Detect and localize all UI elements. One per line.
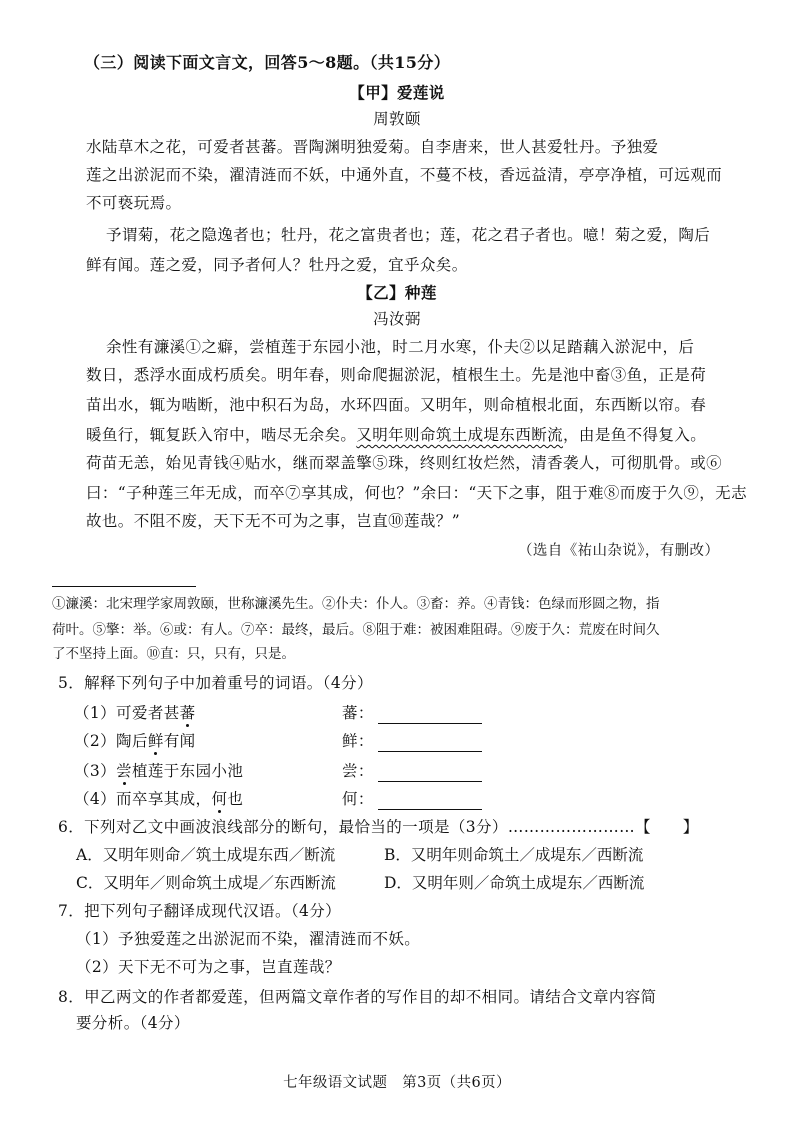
q5-answer-label: 蕃： (342, 704, 374, 722)
q5-answer-blank[interactable] (378, 735, 482, 752)
q5-item-text: （2）陶后 (74, 732, 148, 750)
text-b-line-part: 暖鱼行，辄复跃入帘中，啮尽无余矣。 (86, 426, 357, 444)
text-a-line: 水陆草木之花，可爱者甚蕃。晋陶渊明独爱菊。自李唐来，世人甚爱牡丹。予独爱 (86, 138, 659, 156)
q8-stem: 8．甲乙两文的作者都爱莲，但两篇文章作者的写作目的却不相同。请结合文章内容简 (58, 988, 657, 1006)
q5-answer-label: 尝： (342, 762, 374, 780)
q5-item-text: （4）而卒享其成， (74, 790, 212, 808)
emphasis-dot-char: 蕃 (179, 704, 196, 722)
q5-answer-blank[interactable] (378, 765, 482, 782)
emphasis-dot-char: 何 (211, 790, 228, 808)
q5-answer (342, 702, 482, 724)
q7-item: （2）天下无不可为之事，岂直莲哉？ (76, 958, 341, 976)
footnote-divider (52, 586, 196, 587)
q6-option-c[interactable]: C．又明年／则命筑土成堤／东西断流 (76, 874, 336, 892)
q5-answer-label: 何： (342, 790, 374, 808)
q5-item-text: （1）可爱者甚 (74, 704, 180, 722)
q6-option-a[interactable]: A．又明年则命／筑土成堤东西／断流 (76, 846, 336, 864)
text-b-line: 荷苗无恙，始见青钱④贴水，继而翠盖擎⑤珠，终则红妆烂然，清香袭人，可彻肌骨。或⑥ (86, 454, 723, 472)
q5-item-text: 也 (227, 790, 244, 808)
q7-stem: 7．把下列句子翻译成现代汉语。（4分） (58, 902, 342, 920)
q5-answer (342, 788, 482, 810)
q5-item-text: （3） (74, 762, 117, 780)
q8-stem: 要分析。（4分） (76, 1014, 190, 1032)
text-b-source: （选自《祐山杂说》，有删改） (518, 543, 720, 559)
text-a-author: 周敦颐 (373, 110, 421, 128)
q5-item (74, 760, 243, 782)
q6-option-d[interactable]: D．又明年则／命筑土成堤东／西断流 (384, 874, 645, 892)
q5-item (74, 730, 196, 752)
text-b-line: 余性有濂溪①之癖，尝植莲于东园小池，时二月水寒，仆夫②以足踏藕入淤泥中，后 (106, 338, 695, 356)
q5-item-text: 有闻 (163, 732, 196, 750)
text-b-line (86, 424, 706, 446)
q7-item: （1）予独爱莲之出淤泥而不染，濯清涟而不妖。 (76, 930, 421, 948)
q5-answer (342, 760, 482, 782)
q6-stem: 6．下列对乙文中画波浪线部分的断句，最恰当的一项是（3分）……………………【 】 (58, 818, 699, 836)
footnote-line: ①濂溪：北宋理学家周敦颐，世称濂溪先生。②仆夫：仆人。③畜：养。④青钱：色绿而形圆之物，指 (52, 596, 660, 612)
text-b-author: 冯汝弼 (373, 310, 421, 328)
text-a-line: 莲之出淤泥而不染，濯清涟而不妖，中通外直，不蔓不枝，香远益清，亭亭净植，可远观而 (86, 166, 723, 184)
wavy-underline-sentence: 又明年则命筑土成堤东西断流 (356, 426, 564, 444)
text-a-line: 予谓菊，花之隐逸者也；牡丹，花之富贵者也；莲，花之君子者也。噫！菊之爱，陶后 (106, 226, 711, 244)
text-b-line: 故也。不阻不废，天下无不可为之事，岂直⑩莲哉？” (86, 512, 461, 530)
q6-option-b[interactable]: B．又明年则命筑土／成堤东／西断流 (384, 846, 644, 864)
q5-item (74, 702, 196, 724)
text-b-line: 曰：“子种莲三年无成，而卒⑦享其成，何也？”余曰：“天下之事，阻于难⑧而废于久⑨，无志 (86, 484, 747, 502)
text-b-line: 苗出水，辄为啮断，池中积石为岛，水环四面。又明年，则命植根北面，东西断以帘。春 (86, 396, 707, 414)
footnote-line: 荷叶。⑤擎：举。⑥或：有人。⑦卒：最终，最后。⑧阻于难：被困难阻碍。⑨废于久：荒废在时间久 (52, 622, 660, 638)
emphasis-dot-char: 尝 (116, 762, 132, 780)
q5-answer-label: 鲜： (342, 732, 374, 750)
footnote-line: 了不坚持上面。⑩直：只，只有，只是。 (52, 646, 295, 662)
emphasis-dot-char: 鲜 (147, 732, 164, 750)
q5-stem: 5．解释下列句子中加着重号的词语。（4分） (58, 674, 373, 692)
text-a-title: 【甲】爱莲说 (349, 83, 445, 102)
text-b-title: 【乙】种莲 (357, 283, 437, 302)
text-b-line-part: ，由是鱼不得复入。 (563, 426, 707, 444)
page-footer: 七年级语文试题 第3页（共6页） (283, 1075, 511, 1091)
q5-item-text: 植莲于东园小池 (131, 762, 244, 780)
q5-answer-blank[interactable] (378, 707, 482, 724)
q5-answer-blank[interactable] (378, 793, 482, 810)
q5-item (74, 788, 243, 810)
text-a-line: 不可亵玩焉。 (86, 194, 182, 212)
text-b-line: 数日，悉浮水面成朽质矣。明年春，则命爬掘淤泥，植根生土。先是池中畜③鱼，正是荷 (86, 366, 707, 384)
q5-answer (342, 730, 482, 752)
text-a-line: 鲜有闻。莲之爱，同予者何人？牡丹之爱，宜乎众矣。 (86, 256, 468, 274)
section-title: （三）阅读下面文言文，回答5～8题。（共15分） (84, 53, 451, 72)
